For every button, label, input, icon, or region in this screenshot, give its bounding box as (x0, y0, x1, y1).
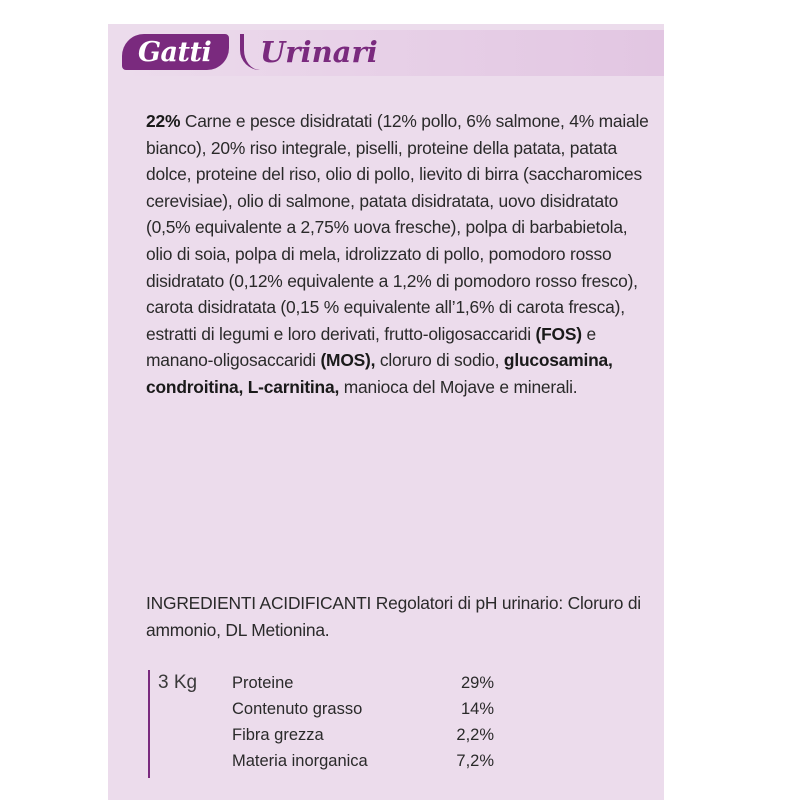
ingredients-lead: 22% (146, 111, 181, 131)
analysis-value: 29% (460, 674, 494, 692)
ingredients-part-4: manioca del Mojave e minerali. (339, 376, 578, 397)
variant-label: Urinari (260, 35, 378, 69)
analysis-name: Proteine (232, 674, 294, 692)
analysis-table (148, 670, 570, 778)
brand-label: Gatti (138, 36, 212, 68)
brand-badge (122, 34, 229, 70)
analysis-value: 2,2% (456, 726, 494, 744)
analysis-name: Fibra grezza (232, 726, 324, 744)
ingredients-fos: (FOS) (535, 323, 582, 344)
ingredients-part-1: Carne e pesce disidratati (12% pollo, 6% salmone, 4% maiale bianco), 20% riso integrale, piselli, proteine della patata, patata dolce, proteine del riso, olio di pollo, lievito di birra (saccharomices cerevisiae), olio di salmone, patata disidratata, uovo disidratato (0,5% equivalente a 2,75% uova fresche), polpa di barbabietola, olio di soia, polpa di mela, idrolizzato di pollo, pomodoro rosso disidratato (0,12% equivalente a 1,2% di pomodoro rosso fresco), carota disidratata (0,15 % equivalente all’1,6% di carota fresca), estratti di legumi e loro derivati, frutto-oligosaccaridi (146, 111, 649, 344)
analysis-name: Contenuto grasso (232, 700, 363, 718)
ingredients-text (146, 108, 658, 401)
ingredients-part-3: cloruro di sodio, (375, 350, 504, 371)
acidifying-ingredients: INGREDIENTI ACIDIFICANTI Regolatori di pH urinario: Cloruro di ammonio, DL Metionina. (146, 593, 641, 640)
package-size: 3 Kg (158, 672, 198, 693)
ingredients-part-2: e manano-oligosaccaridi (146, 323, 596, 371)
card-header (120, 30, 664, 76)
analysis-value: 7,2% (456, 752, 494, 770)
product-card (108, 24, 664, 800)
ingredients-mos: (MOS), (320, 350, 376, 371)
variant-badge (250, 34, 378, 70)
analysis-name: Materia inorganica (232, 752, 368, 770)
ingredients-bold-list: glucosamina, condroitina, L-carnitina, (146, 350, 613, 397)
analysis-value: 14% (460, 700, 494, 718)
